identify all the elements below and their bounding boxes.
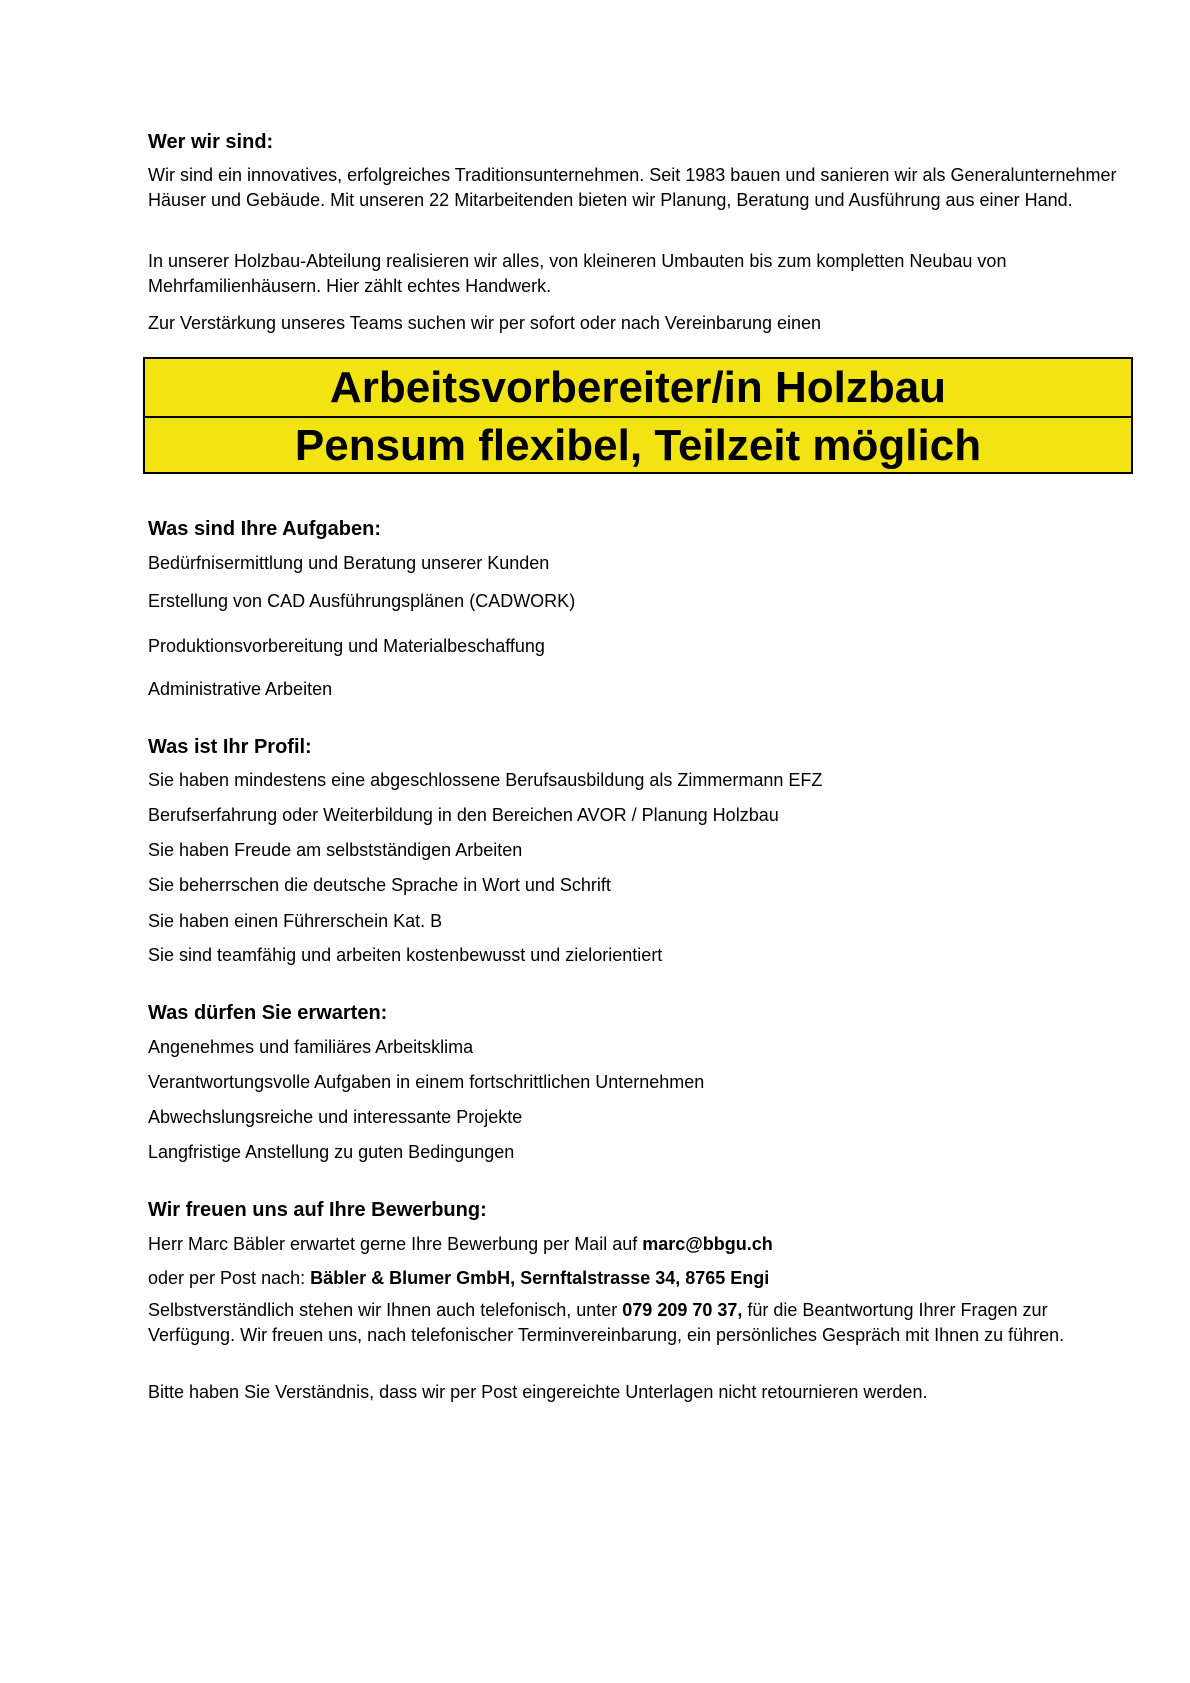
application-heading: Wir freuen uns auf Ihre Bewerbung: (148, 1199, 487, 1221)
profile-item: Sie haben Freude am selbstständigen Arbeiten (148, 840, 523, 860)
profile-item: Sie haben einen Führerschein Kat. B (148, 911, 443, 931)
profile-item: Sie haben mindestens eine abgeschlossene Berufsausbildung als Zimmermann EFZ (148, 770, 823, 790)
profile-item: Sie beherrschen die deutsche Sprache in Wort und Schrift (148, 875, 611, 895)
intro-heading: Wer wir sind: (148, 131, 274, 153)
task-item: Erstellung von CAD Ausführungsplänen (CADWORK) (148, 591, 576, 611)
mail-text: Herr Marc Bäbler erwartet gerne Ihre Bewerbung per Mail auf (148, 1234, 643, 1254)
profile-item: Berufserfahrung oder Weiterbildung in den Bereichen AVOR / Planung Holzbau (148, 805, 779, 825)
task-item: Administrative Arbeiten (148, 679, 333, 699)
post-text: oder per Post nach: (148, 1268, 311, 1288)
offer-item: Abwechslungsreiche und interessante Projekte (148, 1107, 523, 1127)
offer-item: Verantwortungsvolle Aufgaben in einem fortschrittlichen Unternehmen (148, 1072, 705, 1092)
postal-address: Bäbler & Blumer GmbH, Sernftalstrasse 34, 8765 Engi (310, 1268, 770, 1288)
job-title: Arbeitsvorbereiter/in Holzbau (145, 359, 1131, 418)
offer-item: Angenehmes und familiäres Arbeitsklima (148, 1037, 474, 1057)
phone-post-text: für die Beantwortung Ihrer Fragen zur Verfügung. Wir freuen uns, nach telefonischer Terminvereinbarung, ein persönliches Gespräch mit Ihnen zu führen. (148, 1300, 1065, 1345)
application-phone-paragraph (148, 1298, 1128, 1348)
email-address: marc@bbgu.ch (642, 1234, 773, 1254)
application-post-line (148, 1266, 769, 1290)
intro-paragraph-1: Wir sind ein innovatives, erfolgreiches Traditionsunternehmen. Seit 1983 bauen und sanieren wir als Generalunternehmer Häuser und Gebäude. Mit unseren 22 Mitarbeitenden bieten wir Planung, Beratung und Ausführung aus einer Hand. (148, 165, 1117, 210)
job-subtitle: Pensum flexibel, Teilzeit möglich (294, 421, 982, 470)
profile-heading: Was ist Ihr Profil: (148, 736, 312, 758)
phone-number: 079 209 70 37, (622, 1300, 743, 1320)
intro-paragraph-3: Zur Verstärkung unseres Teams suchen wir per sofort oder nach Vereinbarung einen (148, 313, 822, 333)
task-item: Produktionsvorbereitung und Materialbeschaffung (148, 636, 545, 656)
intro-paragraph-2: In unserer Holzbau-Abteilung realisieren wir alles, von kleineren Umbauten bis zum kompletten Neubau von Mehrfamilienhäusern. Hier zählt echtes Handwerk. (148, 251, 1007, 296)
offer-heading: Was dürfen Sie erwarten: (148, 1002, 388, 1024)
profile-item: Sie sind teamfähig und arbeiten kostenbewusst und zielorientiert (148, 945, 663, 965)
phone-pre-text: Selbstverständlich stehen wir Ihnen auch telefonisch, unter (148, 1300, 623, 1320)
tasks-heading: Was sind Ihre Aufgaben: (148, 518, 381, 540)
job-title-banner (143, 357, 1133, 474)
offer-item: Langfristige Anstellung zu guten Bedingungen (148, 1142, 515, 1162)
application-mail-line (148, 1232, 773, 1256)
application-note: Bitte haben Sie Verständnis, dass wir per Post eingereichte Unterlagen nicht retournieren werden. (148, 1382, 928, 1402)
task-item: Bedürfnisermittlung und Beratung unserer Kunden (148, 553, 550, 573)
